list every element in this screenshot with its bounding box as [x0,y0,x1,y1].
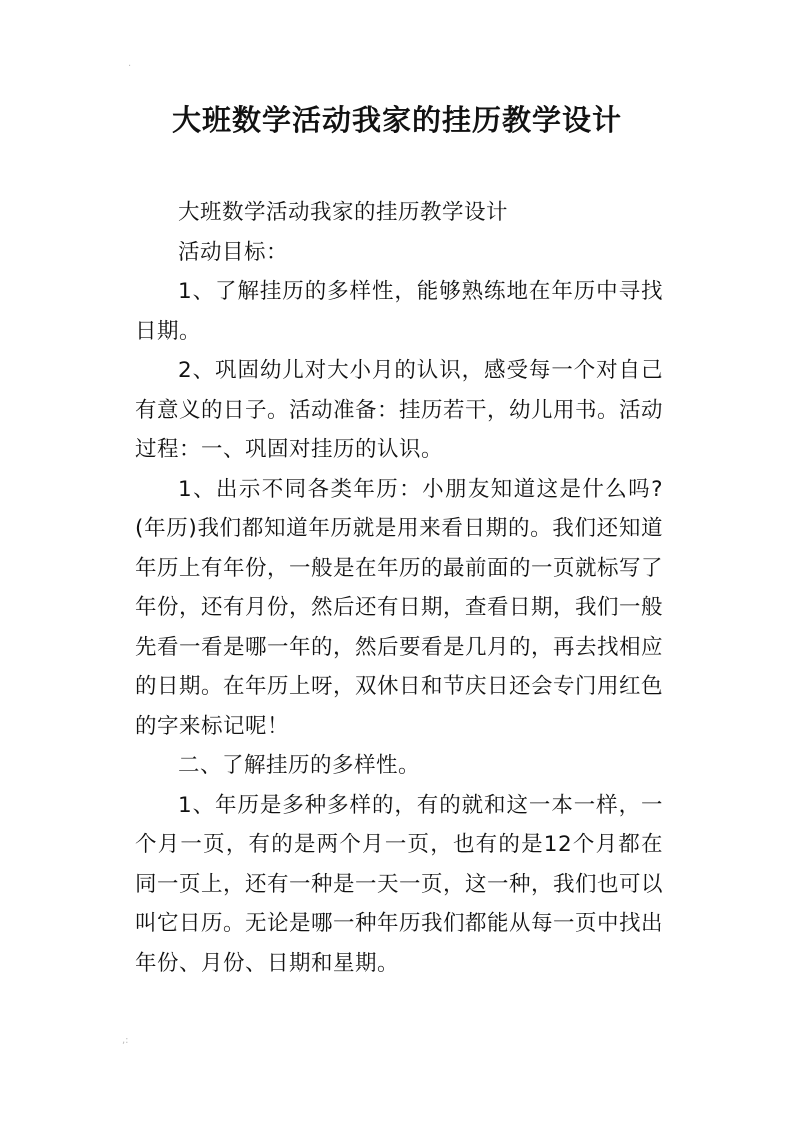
page-title: 大班数学活动我家的挂历教学设计 [171,103,622,137]
paragraph-section-2-heading: 二、了解挂历的多样性。 [178,753,421,778]
paragraph-subtitle: 大班数学活动我家的挂历教学设计 [178,200,509,225]
scan-mark: ,: [122,1035,129,1046]
paragraph-step-1: 1、出示不同各类年历：小朋友知道这是什么吗?(年历)我们都知道年历就是用来看日期的。我们还知道年历上有年份，一般是在年历的最前面的一页就标写了年份，还有月份，然后还有日期，查看日期，我们一般先看一看是哪一年的，然后要看是几月的，再去找相应的日期。在年历上呀，双休日和节庆日还会专门用红色的字来标记呢！ [135,476,664,739]
paragraph-section-2-step-1: 1、年历是多种多样的，有的就和这一本一样，一个月一页，有的是两个月一页，也有的是12个月都在同一页上，还有一种是一天一页，这一种，我们也可以叫它日历。无论是哪一种年历我们都能从每一页中找出年份、月份、日期和星期。 [135,792,664,976]
paragraph-goal-2: 2、巩固幼儿对大小月的认识，感受每一个对自己有意义的日子。活动准备：挂历若干，幼儿用书。活动过程：一、巩固对挂历的认识。 [135,358,664,462]
scan-mark: · [128,61,132,72]
document-body [135,193,663,983]
paragraph-goal-1: 1、了解挂历的多样性，能够熟练地在年历中寻找日期。 [135,279,663,344]
paragraph-goals-heading: 活动目标： [178,239,289,265]
